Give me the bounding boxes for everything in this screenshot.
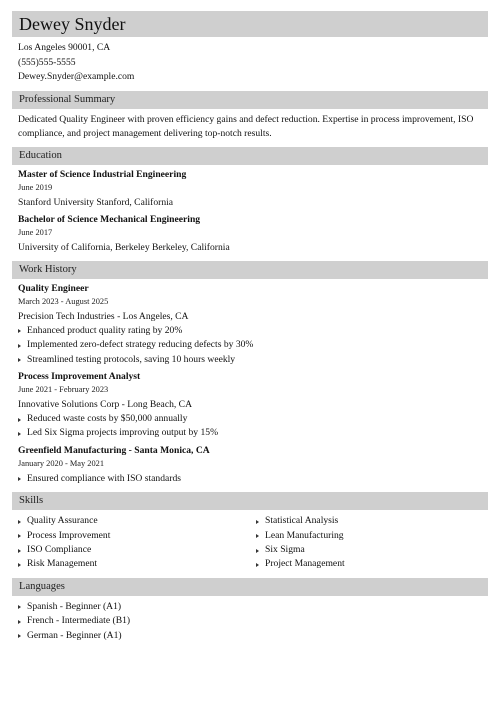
bullet-icon — [18, 432, 21, 436]
bullet-text: Implemented zero-defect strategy reducing defects by 30% — [27, 339, 254, 351]
bullet-icon — [18, 534, 21, 538]
skill-item — [18, 529, 250, 543]
bullet-icon — [256, 549, 259, 553]
languages-list — [12, 600, 488, 643]
bullet-icon — [256, 520, 259, 524]
bullet-icon — [18, 329, 21, 333]
skills-list — [12, 514, 488, 572]
language-text: French - Intermediate (B1) — [27, 615, 131, 627]
bullet-icon — [18, 620, 21, 624]
job-dates: March 2023 - August 2025 — [18, 296, 109, 306]
job-dates: January 2020 - May 2021 — [18, 458, 105, 468]
skill-text: Six Sigma — [265, 544, 305, 556]
skills-heading-text: Skills — [19, 495, 44, 507]
bullet-text: Reduced waste costs by $50,000 annually — [27, 413, 188, 424]
skill-text: Risk Management — [27, 558, 98, 570]
education-entry — [12, 168, 488, 210]
graduation-date: June 2017 — [18, 227, 53, 237]
languages-heading — [12, 578, 488, 596]
job-entry — [12, 444, 488, 486]
language-text: German - Beginner (A1) — [27, 629, 122, 641]
work-heading-text: Work History — [19, 263, 77, 275]
skill-item — [256, 543, 488, 557]
skill-text: Process Improvement — [27, 529, 111, 541]
skill-item — [256, 557, 488, 571]
bullet-icon — [18, 477, 21, 481]
bullet-item — [18, 426, 488, 440]
bullet-text: Ensured compliance with ISO standards — [27, 472, 181, 484]
summary-heading — [12, 91, 488, 109]
skill-item — [256, 514, 488, 528]
company: Precision Tech Industries - Los Angeles, CA — [18, 310, 189, 322]
bullet-icon — [256, 534, 259, 538]
job-title: Process Improvement Analyst — [18, 371, 141, 382]
school: University of California, Berkeley Berkeley, California — [18, 241, 230, 253]
bullet-item — [18, 338, 488, 352]
education-heading-text: Education — [19, 149, 62, 161]
bullet-icon — [18, 549, 21, 553]
bullet-item — [18, 412, 488, 426]
language-text: Spanish - Beginner (A1) — [27, 600, 122, 612]
work-heading — [12, 261, 488, 279]
graduation-date: June 2019 — [18, 182, 53, 192]
degree: Bachelor of Science Mechanical Engineering — [18, 213, 201, 225]
bullet-icon — [18, 520, 21, 524]
skills-column-right — [250, 514, 488, 572]
bullet-text: Enhanced product quality rating by 20% — [27, 324, 183, 336]
job-entry — [12, 370, 488, 441]
skill-item — [18, 557, 250, 571]
degree: Master of Science Industrial Engineering — [18, 168, 187, 180]
skill-text: ISO Compliance — [27, 544, 92, 556]
skills-heading — [12, 492, 488, 510]
job-title: Greenfield Manufacturing - Santa Monica, CA — [18, 444, 210, 456]
bullet-text: Led Six Sigma projects improving output by 15% — [27, 427, 219, 439]
bullet-icon — [18, 634, 21, 638]
phone: (555)555-5555 — [18, 56, 76, 68]
language-item — [18, 614, 488, 628]
language-item — [18, 600, 488, 614]
language-item — [18, 629, 488, 643]
bullet-icon — [256, 563, 259, 567]
bullet-icon — [18, 358, 21, 362]
job-dates: June 2021 - February 2023 — [18, 385, 109, 394]
education-heading — [12, 147, 488, 165]
skill-text: Statistical Analysis — [265, 515, 339, 527]
summary-text: Dedicated Quality Engineer with proven efficiency gains and defect reduction. Expertise in process improvement, ISO compliance, and project management delivering top-notch results. — [18, 113, 474, 139]
skill-text: Project Management — [265, 558, 345, 570]
bullet-icon — [18, 605, 21, 609]
bullet-icon — [18, 563, 21, 567]
summary-heading-text: Professional Summary — [19, 93, 116, 105]
school: Stanford University Stanford, California — [18, 196, 174, 208]
skill-item — [256, 529, 488, 543]
bullet-icon — [18, 418, 21, 422]
name-header — [12, 11, 488, 37]
contact-info — [12, 41, 488, 85]
bullet-icon — [18, 344, 21, 348]
skill-text: Quality Assurance — [27, 515, 98, 527]
job-entry — [12, 282, 488, 367]
email: Dewey.Snyder@example.com — [18, 71, 135, 83]
education-entry — [12, 213, 488, 255]
bullet-text: Streamlined testing protocols, saving 10 hours weekly — [27, 353, 236, 365]
company: Innovative Solutions Corp - Long Beach, CA — [18, 399, 192, 410]
skill-item — [18, 514, 250, 528]
bullet-item — [18, 353, 488, 367]
skill-item — [18, 543, 250, 557]
address: Los Angeles 90001, CA — [18, 42, 111, 53]
job-bullets — [12, 412, 488, 441]
skill-text: Lean Manufacturing — [265, 529, 344, 541]
languages-heading-text: Languages — [19, 580, 65, 592]
skills-column-left — [12, 514, 250, 572]
job-bullets — [12, 472, 488, 486]
bullet-item — [18, 472, 488, 486]
job-bullets — [12, 324, 488, 367]
job-title: Quality Engineer — [18, 282, 89, 294]
bullet-item — [18, 324, 488, 338]
candidate-name: Dewey Snyder — [19, 14, 126, 34]
